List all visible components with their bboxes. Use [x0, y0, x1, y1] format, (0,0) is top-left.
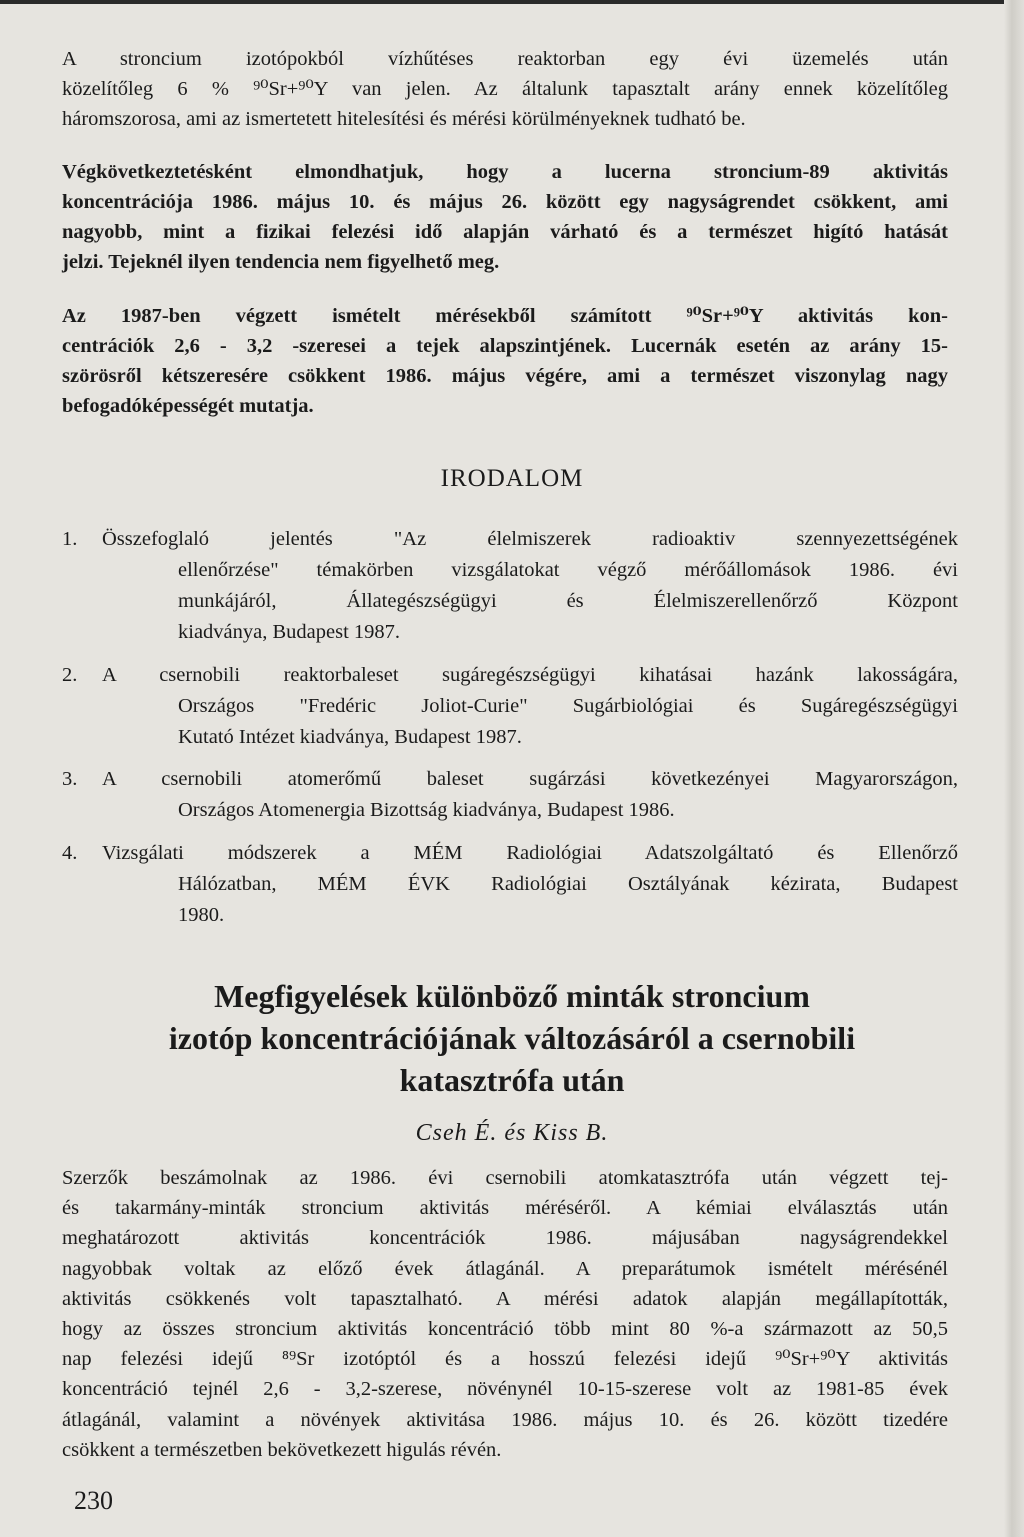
reference-line: Összefoglaló jelentés "Az élelmiszerek radioaktiv szennyezettségének [102, 528, 958, 550]
text-line: koncentráció tejnél 2,6 - 3,2-szerese, növénynél 10-15-szerese volt az 1981-85 évek [62, 1378, 948, 1401]
text-line: közelítőleg 6 % ⁹⁰Sr+⁹⁰Y van jelen. Az általunk tapasztalt arány ennek közelítőleg [62, 78, 948, 100]
text-line: hogy az összes stroncium aktivitás koncentráció több mint 80 %-a származott az 50,5 [62, 1318, 948, 1341]
reference-number: 4. [62, 842, 78, 864]
text-line: átlagánál, valamint a növények aktivitása 1986. május 10. és 26. között tizedére [62, 1408, 948, 1431]
reference-line: Országos "Fredéric Joliot-Curie" Sugárbiológiai és Sugáregészségügyi [178, 695, 958, 717]
text-line: szörösről kétszeresére csökkent 1986. május végére, ami a természet viszonylag nagy [62, 365, 948, 387]
text-line: centrációk 2,6 - 3,2 -szeresei a tejek alapszintjének. Lucernák esetén az arány 15- [62, 335, 948, 357]
text-line: A stroncium izotópokból vízhűtéses reaktorban egy évi üzemelés után [62, 48, 948, 70]
paragraph-isotope-ratio [62, 44, 948, 134]
text-line: aktivitás csökkenés volt tapasztalható. A mérési adatok alapján megállapították, [62, 1287, 948, 1310]
reference-number: 2. [62, 664, 78, 686]
text-line: meghatározott aktivitás koncentrációk 1986. májusában nagyságrendekkel [62, 1227, 948, 1250]
reference-line: Vizsgálati módszerek a MÉM Radiológiai Adatszolgáltató és Ellenőrző [102, 842, 958, 864]
title-line: katasztrófa után [399, 1062, 625, 1098]
reference-line: Hálózatban, MÉM ÉVK Radiológiai Osztályának kézirata, Budapest [178, 873, 958, 895]
page-number: 230 [74, 1486, 113, 1515]
article-title [0, 975, 1024, 1101]
paragraph-conclusion [62, 157, 948, 277]
text-line: nagyobb, mint a fizikai felezési idő alapján várható és a természet higító hatását [62, 221, 948, 243]
scan-top-edge [0, 0, 1024, 4]
reference-line: A csernobili atomerőmű baleset sugárzási következényei Magyarországon, [102, 768, 958, 790]
reference-number: 3. [62, 768, 78, 790]
reference-line: A csernobili reaktorbaleset sugáregészségügyi kihatásai hazánk lakosságára, [102, 664, 958, 686]
reference-line: munkájáról, Állategészségügyi és Élelmiszerellenőrző Központ [178, 590, 958, 612]
text-line: háromszorosa, ami az ismertetett hitelesítési és mérési körülményeknek tudható be. [62, 108, 746, 130]
text-line: és takarmány-minták stroncium aktivitás méréséről. A kémiai elválasztás után [62, 1197, 948, 1220]
text-line: Végkövetkeztetésként elmondhatjuk, hogy a lucerna stroncium-89 aktivitás [62, 161, 948, 183]
reference-line: ellenőrzése" témakörben vizsgálatokat végző mérőállomások 1986. évi [178, 559, 958, 581]
text-line: befogadóképességét mutatja. [62, 395, 314, 417]
title-line: Megfigyelések különböző minták stroncium [214, 978, 810, 1014]
text-line: csökkent a természetben bekövetkezett higulás révén. [62, 1438, 502, 1461]
reference-line: Országos Atomenergia Bizottság kiadványa, Budapest 1986. [178, 799, 675, 821]
reference-line: kiadványa, Budapest 1987. [178, 621, 401, 643]
scan-right-edge [1004, 0, 1024, 1537]
text-line: nagyobbak voltak az előző évek átlagánál. A preparátumok ismételt mérésénél [62, 1257, 948, 1280]
title-line: izotóp koncentrációjának változásáról a csernobili [168, 1020, 856, 1056]
reference-number: 1. [62, 528, 78, 550]
text-line: Az 1987-ben végzett ismételt mérésekből számított ⁹⁰Sr+⁹⁰Y aktivitás kon- [62, 305, 948, 327]
paragraph-1987-measurements [62, 301, 948, 421]
text-line: jelzi. Tejeknél ilyen tendencia nem figyelhető meg. [62, 251, 500, 273]
reference-line: Kutató Intézet kiadványa, Budapest 1987. [178, 726, 522, 748]
reference-line: 1980. [178, 904, 225, 926]
references-heading: IRODALOM [440, 465, 584, 492]
text-line: Szerzők beszámolnak az 1986. évi csernobili atomkatasztrófa után végzett tej- [62, 1167, 948, 1189]
text-line: nap felezési idejű ⁸⁹Sr izotóptól és a hosszú felezési idejű ⁹⁰Sr+⁹⁰Y aktivitás [62, 1348, 948, 1371]
article-abstract [62, 1163, 948, 1465]
text-line: koncentrációja 1986. május 10. és május 26. között egy nagyságrendet csökkent, ami [62, 191, 948, 213]
article-authors: Cseh É. és Kiss B. [415, 1120, 609, 1146]
